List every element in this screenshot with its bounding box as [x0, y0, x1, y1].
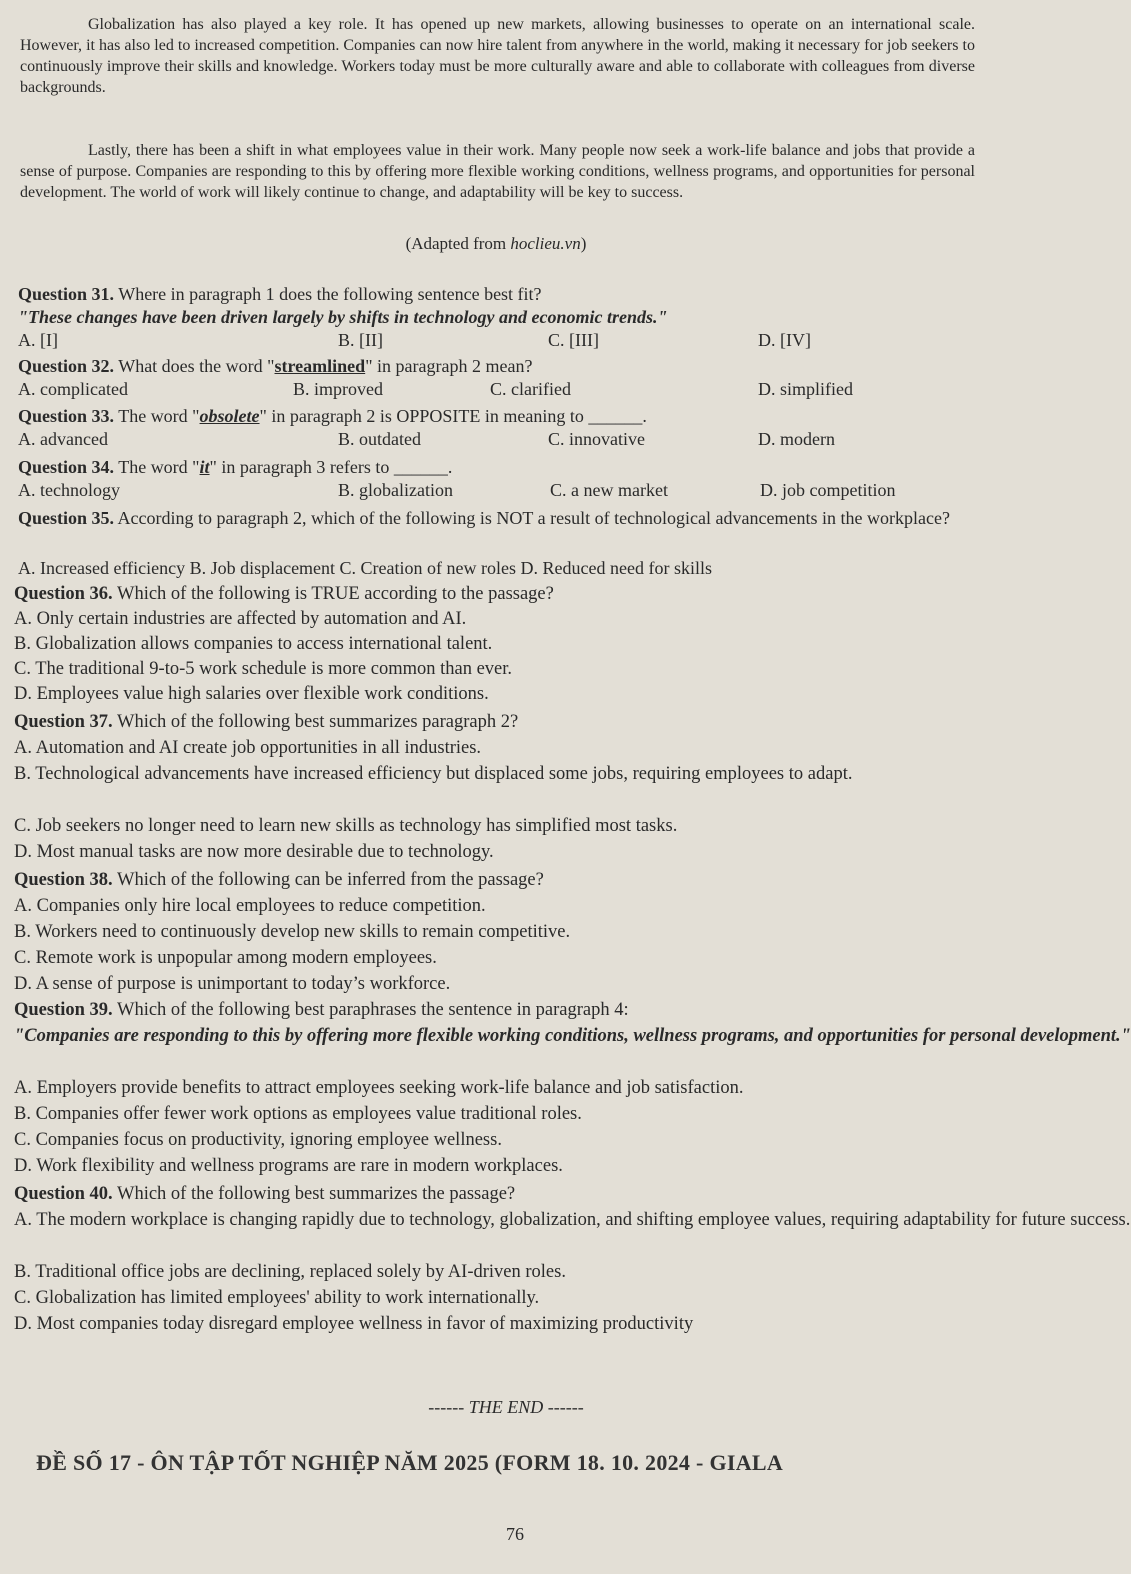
question-37: Question 37. Which of the following best summarizes paragraph 2?	[14, 712, 519, 732]
question-38: Question 38. Which of the following can be inferred from the passage?	[14, 870, 544, 890]
question-35-options[interactable]: A. Increased efficiency B. Job displacement C. Creation of new roles D. Reduced need for skills	[18, 558, 712, 578]
passage-paragraph-3: Globalization has also played a key role. It has opened up new markets, allowing businesses to operate on an international scale. However, it has also led to increased competition. Companies can now hire talent from anywhere in the world, making it necessary for job seekers to continuously improve their skills and knowledge. Workers today must be more culturally aware and able to collaborate with colleagues from diverse backgrounds.	[20, 16, 975, 96]
option-a[interactable]: A. advanced	[18, 429, 108, 449]
option-b[interactable]: B. [II]	[338, 330, 383, 350]
option-a[interactable]: A. technology	[18, 480, 120, 500]
option-b[interactable]: B. Workers need to continuously develop new skills to remain competitive.	[14, 922, 571, 942]
option-b[interactable]: B. Traditional office jobs are declining, replaced solely by AI-driven roles.	[14, 1262, 566, 1282]
question-35: Question 35. According to paragraph 2, which of the following is NOT a result of technological advancements in the workplace?	[18, 508, 950, 528]
question-40: Question 40. Which of the following best summarizes the passage?	[14, 1184, 516, 1204]
option-d[interactable]: D. simplified	[758, 379, 853, 399]
option-d[interactable]: D. Employees value high salaries over flexible work conditions.	[14, 684, 489, 704]
question-36: Question 36. Which of the following is TRUE according to the passage?	[14, 584, 554, 604]
option-c[interactable]: C. clarified	[490, 379, 571, 399]
question-34: Question 34. The word "it" in paragraph 3 refers to ______.	[18, 457, 453, 477]
option-b[interactable]: B. globalization	[338, 480, 453, 500]
option-c[interactable]: C. Companies focus on productivity, ignoring employee wellness.	[14, 1130, 502, 1150]
option-a[interactable]: A. Companies only hire local employees to reduce competition.	[14, 896, 486, 916]
option-c[interactable]: C. Job seekers no longer need to learn new skills as technology has simplified most tasks.	[14, 816, 678, 836]
option-a[interactable]: A. Only certain industries are affected by automation and AI.	[14, 609, 467, 629]
option-a[interactable]: A. Automation and AI create job opportunities in all industries.	[14, 738, 482, 758]
option-d[interactable]: D. job competition	[760, 480, 896, 500]
option-b[interactable]: B. Globalization allows companies to access international talent.	[14, 634, 493, 654]
question-31: Question 31. Where in paragraph 1 does the following sentence best fit?	[18, 284, 542, 304]
option-a[interactable]: A. complicated	[18, 379, 128, 399]
question-31-options	[18, 330, 978, 354]
question-32-options	[18, 379, 978, 403]
exam-title-footer: ĐỀ SỐ 17 - ÔN TẬP TỐT NGHIỆP NĂM 2025 (FORM 18. 10. 2024 - GIALA	[36, 1450, 784, 1475]
passage-paragraph-4: Lastly, there has been a shift in what employees value in their work. Many people now seek a work-life balance and jobs that provide a sense of purpose. Companies are responding to this by offering more flexible working conditions, wellness programs, and opportunities for personal development. The world of work will likely continue to change, and adaptability will be key to success.	[20, 142, 975, 201]
the-end-label: ------ THE END ------	[428, 1397, 584, 1417]
question-34-options	[18, 480, 978, 504]
option-a[interactable]: A. The modern workplace is changing rapidly due to technology, globalization, and shifting employee values, requiring adaptability for future success.	[14, 1210, 1131, 1230]
option-b[interactable]: B. outdated	[338, 429, 421, 449]
option-d[interactable]: D. [IV]	[758, 330, 811, 350]
option-c[interactable]: C. [III]	[548, 330, 599, 350]
question-33-options	[18, 429, 978, 453]
passage-source: (Adapted from hoclieu.vn)	[405, 234, 587, 253]
option-c[interactable]: C. Globalization has limited employees' ability to work internationally.	[14, 1288, 540, 1308]
question-32: Question 32. What does the word "streamlined" in paragraph 2 mean?	[18, 356, 533, 376]
option-b[interactable]: B. Technological advancements have increased efficiency but displaced some jobs, requiring employees to adapt.	[14, 764, 853, 784]
question-33: Question 33. The word "obsolete" in paragraph 2 is OPPOSITE in meaning to ______.	[18, 406, 647, 426]
question-31-quote: "These changes have been driven largely by shifts in technology and economic trends."	[18, 307, 668, 327]
option-c[interactable]: C. a new market	[550, 480, 668, 500]
option-d[interactable]: D. Work flexibility and wellness programs are rare in modern workplaces.	[14, 1156, 563, 1176]
option-b[interactable]: B. improved	[293, 379, 383, 399]
option-c[interactable]: C. innovative	[548, 429, 645, 449]
option-a[interactable]: A. Employers provide benefits to attract employees seeking work-life balance and job satisfaction.	[14, 1078, 744, 1098]
page-number: 76	[506, 1524, 524, 1544]
option-d[interactable]: D. Most companies today disregard employee wellness in favor of maximizing productivity	[14, 1314, 694, 1334]
option-a[interactable]: A. [I]	[18, 330, 58, 350]
option-d[interactable]: D. Most manual tasks are now more desirable due to technology.	[14, 842, 494, 862]
option-d[interactable]: D. A sense of purpose is unimportant to today’s workforce.	[14, 974, 451, 994]
option-b[interactable]: B. Companies offer fewer work options as employees value traditional roles.	[14, 1104, 582, 1124]
option-d[interactable]: D. modern	[758, 429, 835, 449]
option-c[interactable]: C. The traditional 9-to-5 work schedule is more common than ever.	[14, 659, 513, 679]
option-c[interactable]: C. Remote work is unpopular among modern employees.	[14, 948, 437, 968]
question-39: Question 39. Which of the following best paraphrases the sentence in paragraph 4:	[14, 1000, 629, 1020]
question-39-quote: "Companies are responding to this by offering more flexible working conditions, wellness programs, and opportunities for personal development."	[14, 1026, 1131, 1046]
